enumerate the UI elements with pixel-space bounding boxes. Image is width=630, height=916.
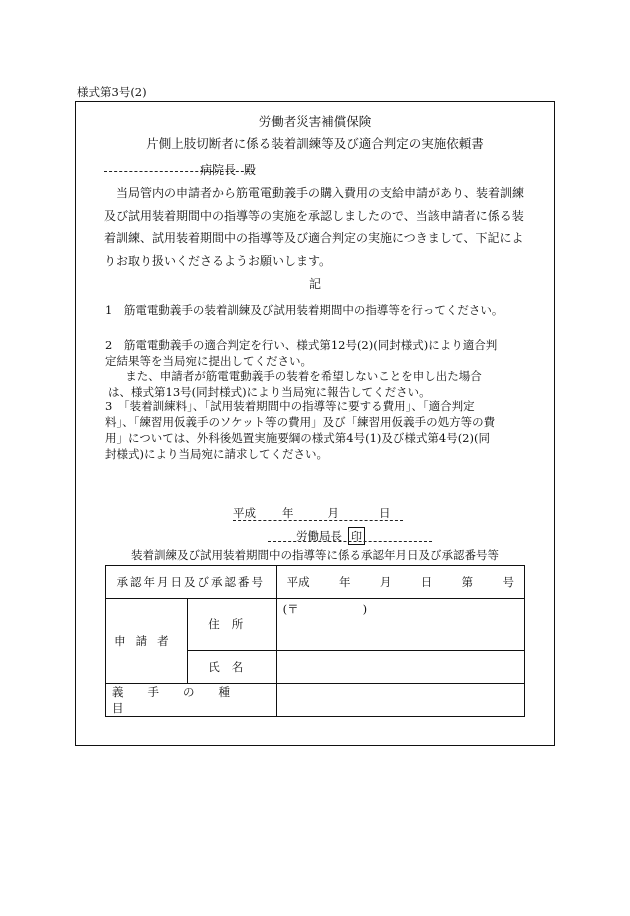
approval-day: 日 xyxy=(420,575,433,590)
form-number: 様式第3号(2) xyxy=(77,85,147,99)
approval-value-cell[interactable] xyxy=(276,566,524,599)
date-underline xyxy=(233,520,403,521)
postal-open: (〒 xyxy=(282,602,299,617)
address-value-cell[interactable] xyxy=(276,599,524,650)
document-title-line1: 労働者災害補償保険 xyxy=(258,114,372,129)
document-title-line2: 片側上肢切断者に係る装着訓練等及び適合判定の実施依頼書 xyxy=(146,136,484,151)
date-year: 年 xyxy=(282,506,294,520)
addressee xyxy=(200,161,256,178)
issuer xyxy=(296,527,365,545)
table-row xyxy=(106,683,525,716)
date-era: 平成 xyxy=(233,506,256,520)
hospital-director-label: 病院長 xyxy=(200,163,237,177)
applicant-label-cell xyxy=(106,599,188,684)
approval-label: 承認年月日及び承認番号 xyxy=(116,575,266,590)
approval-value xyxy=(283,574,518,590)
issuer-underline xyxy=(268,541,432,542)
ki-heading: 記 xyxy=(308,277,321,291)
prosthesis-type-label: 義手の種目 xyxy=(112,684,254,715)
prosthesis-type-value-cell[interactable] xyxy=(276,683,524,716)
seal-mark: 印 xyxy=(348,527,365,545)
table-row xyxy=(106,566,525,599)
approval-label-cell xyxy=(106,566,277,599)
list-item-2-note-text: また、申請者が筋電電動義手の装着を希望しないことを申し出た場合は、様式第13号(同封様式)により当局宛に報告してください。 xyxy=(108,369,482,399)
approval-number-prefix: 第 xyxy=(461,575,474,590)
date-month: 月 xyxy=(327,506,339,520)
name-value-cell[interactable] xyxy=(276,650,524,683)
approval-year: 年 xyxy=(338,575,351,590)
approval-table xyxy=(105,565,525,717)
postal-close: ) xyxy=(362,602,368,617)
list-item-1: 1 筋電電動義手の装着訓練及び試用装着期間中の指導等を行ってください。 xyxy=(105,303,504,317)
name-label: 氏名 xyxy=(208,659,256,674)
list-item-2: 2 筋電電動義手の適合判定を行い、様式第12号(2)(同封様式)により適合判定結果等を当局宛に提出してください。 xyxy=(105,338,498,368)
approval-era: 平成 xyxy=(286,575,310,590)
request-body-text: 当局管内の申請者から筋電電動義手の購入費用の支給申請があり、装着訓練及び試用装着期間中の指導等の実施を承認しましたので、当該申請者に係る装着訓練、試用装着期間中の指導等及び適合判定の実施につきまして、下記によりお取り扱いくださるようお願いします。 xyxy=(104,186,525,268)
name-label-cell xyxy=(187,650,276,683)
table-row xyxy=(106,599,525,650)
honorific: 殿 xyxy=(244,163,257,177)
labor-bureau-director-label: 労働局長 xyxy=(296,529,342,543)
date-day: 日 xyxy=(379,506,391,520)
list-item-3: 3 「装着訓練料」、「試用装着期間中の指導等に要する費用」、「適合判定料」、「練習用仮義手のソケット等の費用」及び「練習用仮義手の処方等の費用」については、外科後処置実施要綱の様式第4号(1)及び様式第4号(2)(同封様式)により当局宛に請求してください。 xyxy=(105,399,496,461)
applicant-label: 申請者 xyxy=(114,633,179,648)
list-item-2-note xyxy=(108,368,503,400)
table-caption: 装着訓練及び試用装着期間中の指導等に係る承認年月日及び承認番号等 xyxy=(131,548,499,562)
address-label-cell xyxy=(187,599,276,650)
approval-number-suffix: 号 xyxy=(502,575,514,590)
approval-month: 月 xyxy=(379,575,392,590)
prosthesis-type-label-cell xyxy=(106,683,277,716)
issue-date xyxy=(233,505,403,521)
address-label: 住所 xyxy=(208,617,256,632)
